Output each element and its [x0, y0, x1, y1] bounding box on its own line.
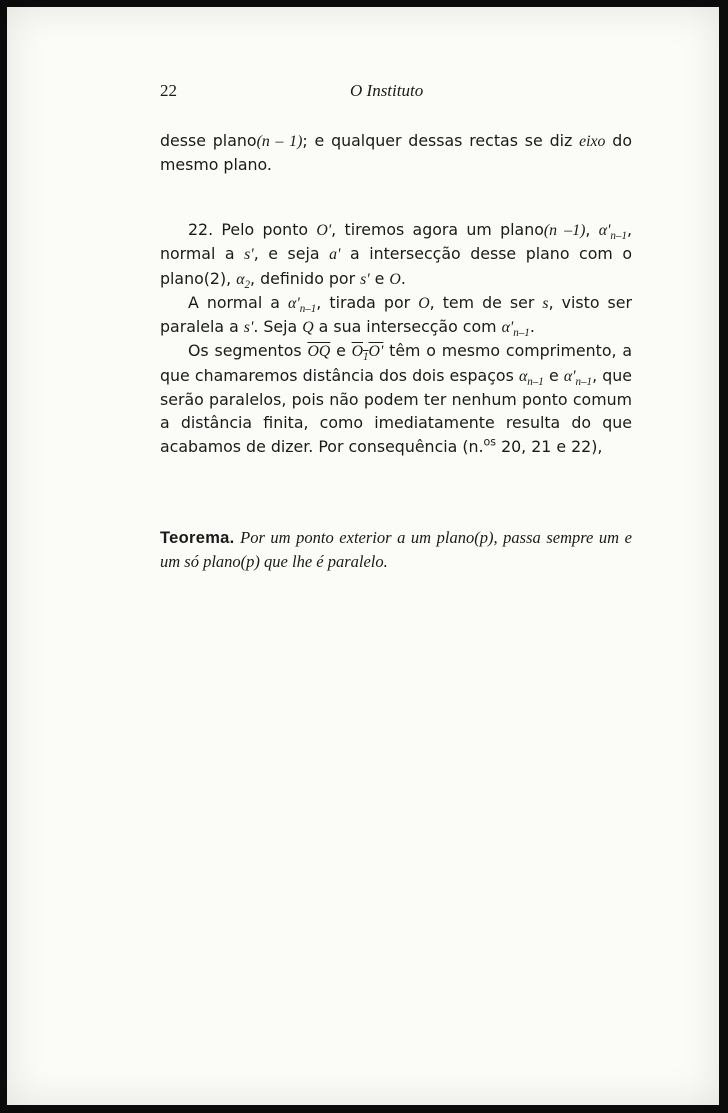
theorem-label: Teorema.: [160, 529, 235, 547]
page-number: 22: [160, 81, 177, 100]
running-title: O Instituto: [350, 81, 424, 100]
theorem-text: Por um ponto exterior a um plano(p), passa sempre um e um só plano(p) que lhe é paralelo.: [160, 528, 632, 571]
paragraph-22: 22. Pelo ponto O', tiremos agora um plano(n –1), $\alpha'_{n-1}$, normal a s', e seja a' a intersecção desse plano com o plano(2), $\alpha_2$, definido por s' e O.: [160, 220, 633, 291]
book-page: [7, 7, 719, 1105]
term-eixo: eixo: [579, 133, 606, 150]
paragraph-segments: Os segmentos $\overline{OQ}$ e $O_1O'$ têm o mesmo comprimento, a que chamaremos distância dos dois espaços $\alpha_{n-1}$ e $\alpha'_{n-1}$, que serão paralelos, pois não podem ter nenhum ponto comum a distância finita, como imediatamente resulta do que acabamos de dizer. Por consequência (n.$^{os}$ 20, 21 e 22),: [160, 341, 633, 456]
paragraph-normal: A normal a $\alpha'_{n-1}$, tirada por O, tem de ser s, visto ser paralela a s'. Seja Q a sua intersecção com $\alpha'_{n-1}$.: [160, 292, 632, 340]
page-header: [160, 81, 619, 107]
paragraph-continuation: desse plano(n – 1); e qualquer dessas rectas se diz eixo do mesmo plano.: [160, 131, 632, 175]
section-22: [160, 218, 632, 458]
theorem: [160, 526, 632, 573]
